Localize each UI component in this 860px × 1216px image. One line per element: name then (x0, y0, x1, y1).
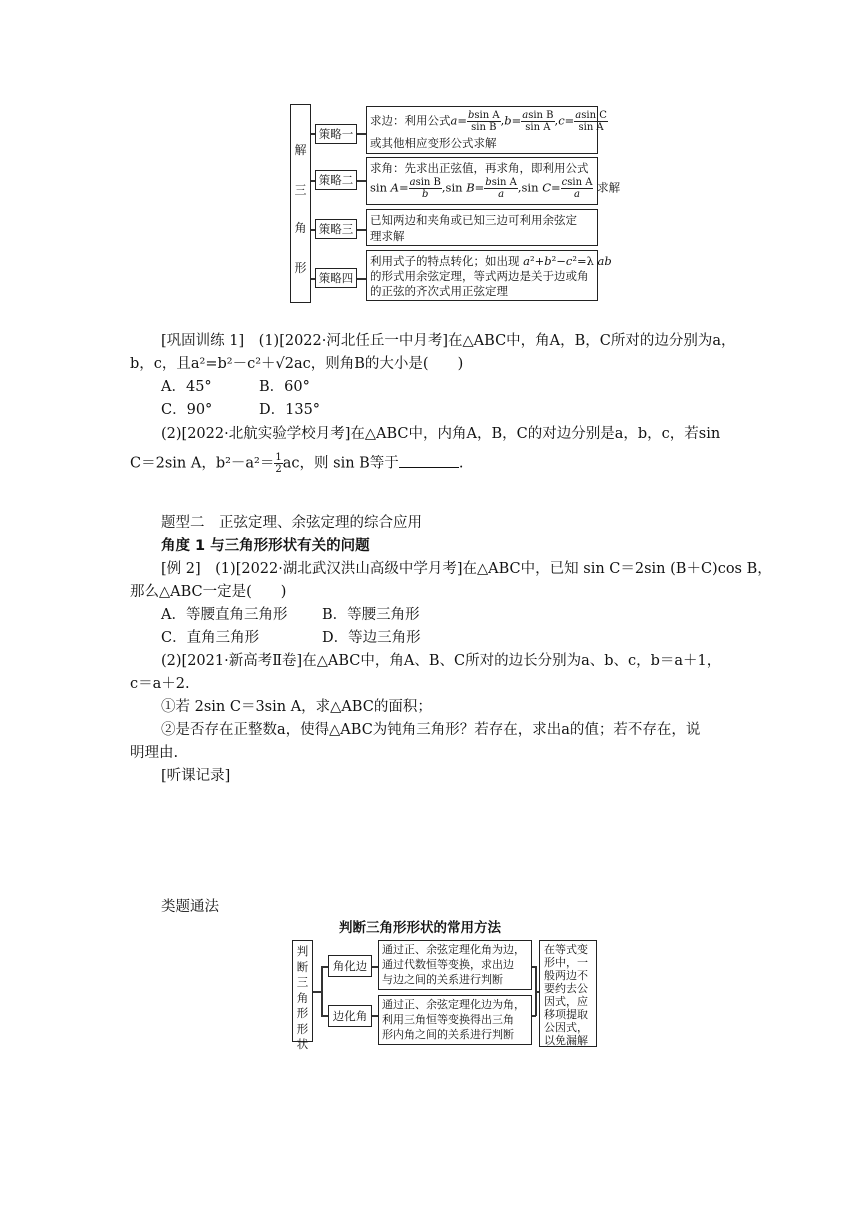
exercise-1-line-1: [巩固训练 1] (1)[2022·河北任丘一中月考]在△ABC中，角A，B，C所对的边分别为a， (161, 333, 736, 349)
strategy-2-formula: sin A= $\frac{\text{asin B}}{b}$ ,sin B= $\frac{\text{bsin A}}{a}$ ,sin C= $\frac{\text{csin A}}{a}$ 求解 (370, 177, 621, 200)
root-char-1: 解 (294, 143, 307, 157)
option-b: B．等腰三角形 (322, 607, 420, 623)
option-b: B．60° (259, 379, 310, 395)
notes-label: [听课记录] (161, 768, 231, 784)
option-d: D．等边三角形 (322, 630, 421, 646)
sub-question-2-line-2: 明理由. (130, 745, 179, 761)
exercise-1-q2-line-2: C＝2sin A，b²－a²＝ $\frac{1}{2}$ ac，则 sin B等于 . (130, 452, 464, 475)
option-c: C．直角三角形 (161, 630, 260, 646)
root-char-3: 角 (294, 221, 307, 235)
sub-question-2-line-1: ②是否存在正整数a，使得△ABC为钝角三角形？若存在，求出a的值；若不存在，说 (161, 722, 701, 738)
example-2-line-1: [例 2] (1)[2022·湖北武汉洪山高级中学月考]在△ABC中，已知 sin C＝2sin (B＋C)cos B， (161, 561, 772, 577)
option-c: C．90° (161, 402, 213, 418)
summary-label: 类题通法 (161, 899, 219, 915)
root-char-4: 形 (294, 261, 307, 275)
strategy-4-line-1: 利用式子的特点转化；如出现 a²+b²−c²=λ ab (370, 254, 612, 268)
exercise-1-line-2: b，c，且a²=b²－c²＋√2ac，则角B的大小是( ) (130, 356, 464, 372)
section-title: 题型二 正弦定理、余弦定理的综合应用 (161, 515, 422, 531)
summary-title: 判断三角形形状的常用方法 (339, 920, 501, 936)
strategy-1-text: 求边：利用公式a= $\frac{\text{bsin A}}{\text{sin B}}$ ,b= $\frac{\text{asin B}}{\text{sin A}}$ ,c= $\frac{\text{asin C}}{\text{sin A}}$ (370, 110, 607, 133)
shape-root-text: 判断三角形形状 (296, 944, 309, 1051)
answer-blank[interactable] (399, 453, 459, 468)
option-d: D．135° (259, 402, 321, 418)
angle-heading: 角度 1 与三角形形状有关的问题 (161, 538, 370, 554)
example-2-line-2: 那么△ABC一定是( ) (130, 584, 287, 600)
exercise-1-q2-line-1: (2)[2022·北航实验学校月考]在△ABC中，内角A，B，C的对边分别是a，b，c，若sin (161, 426, 721, 442)
option-a: A．45° (161, 379, 212, 395)
option-a: A．等腰直角三角形 (161, 607, 288, 623)
example-2-q2-line-1: (2)[2021·新高考Ⅱ卷]在△ABC中，角A、B、C所对的边长分别为a、b、c，b＝a＋1， (161, 653, 722, 669)
sub-question-1: ①若 2sin C＝3sin A，求△ABC的面积； (161, 699, 432, 715)
example-2-q2-line-2: c＝a＋2. (130, 676, 190, 692)
root-char-2: 三 (294, 183, 307, 197)
